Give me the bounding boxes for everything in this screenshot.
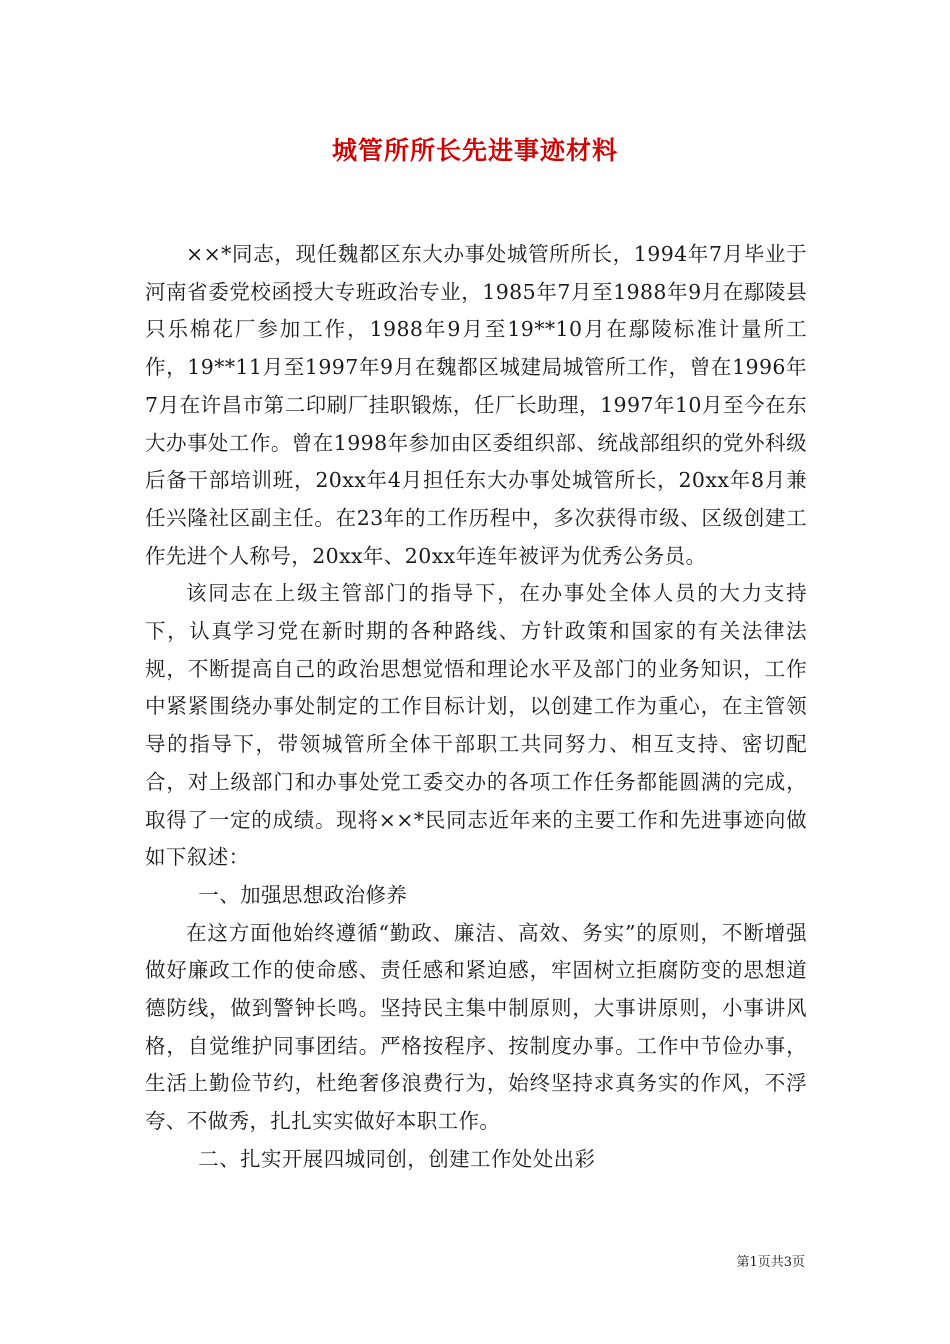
paragraph-summary: 该同志在上级主管部门的指导下，在办事处全体人员的大力支持下，认真学习党在新时期的各种路线、方针政策和国家的有关法律法规，不断提高自己的政治思想觉悟和理论水平及部门的业务知识，工作中紧紧围绕办事处制定的工作目标计划，以创建工作为重心，在主管领导的指导下，带领城管所全体干部职工共同努力、相互支持、密切配合，对上级部门和办事处党工委交办的各项工作任务都能圆满的完成，取得了一定的成绩。现将××*民同志近年来的主要工作和先进事迹向做如下叙述：: [145, 581, 807, 870]
paragraph-intro: ××*同志，现任魏都区东大办事处城管所所长，1994年7月毕业于河南省委党校函授大专班政治专业，1985年7月至1988年9月在鄢陵县只乐棉花厂参加工作，1988年9月至19**10月在鄢陵标准计量所工作，19**11月至1997年9月在魏都区城建局城管所工作，曾在1996年7月在许昌市第二印刷厂挂职锻炼，任厂长助理，1997年10月至今在东大办事处工作。曾在1998年参加由区委组织部、统战部组织的党外科级后备干部培训班，20xx年4月担任东大办事处城管所长，20xx年8月兼任兴隆社区副主任。在23年的工作历程中，多次获得市级、区级创建工作先进个人称号，20xx年、20xx年连年被评为优秀公务员。: [145, 242, 807, 568]
section-heading-1: 一、加强思想政治修养: [198, 882, 408, 907]
page-number: 第1页共3页: [736, 1255, 805, 1270]
document-title: 城管所所长先进事迹材料: [331, 136, 618, 165]
section-heading-2: 二、扎实开展四城同创，创建工作处处出彩: [198, 1146, 596, 1171]
document-body: [145, 236, 807, 1179]
paragraph-section-1: 在这方面他始终遵循“勤政、廉洁、高效、务实”的原则，不断增强做好廉政工作的使命感、责任感和紧迫感，牢固树立拒腐防变的思想道德防线，做到警钟长鸣。坚持民主集中制原则，大事讲原则，小事讲风格，自觉维护同事团结。严格按程序、按制度办事。工作中节俭办事，生活上勤俭节约，杜绝奢侈浪费行为，始终坚持求真务实的作风，不浮夸、不做秀，扎扎实实做好本职工作。: [145, 920, 807, 1134]
